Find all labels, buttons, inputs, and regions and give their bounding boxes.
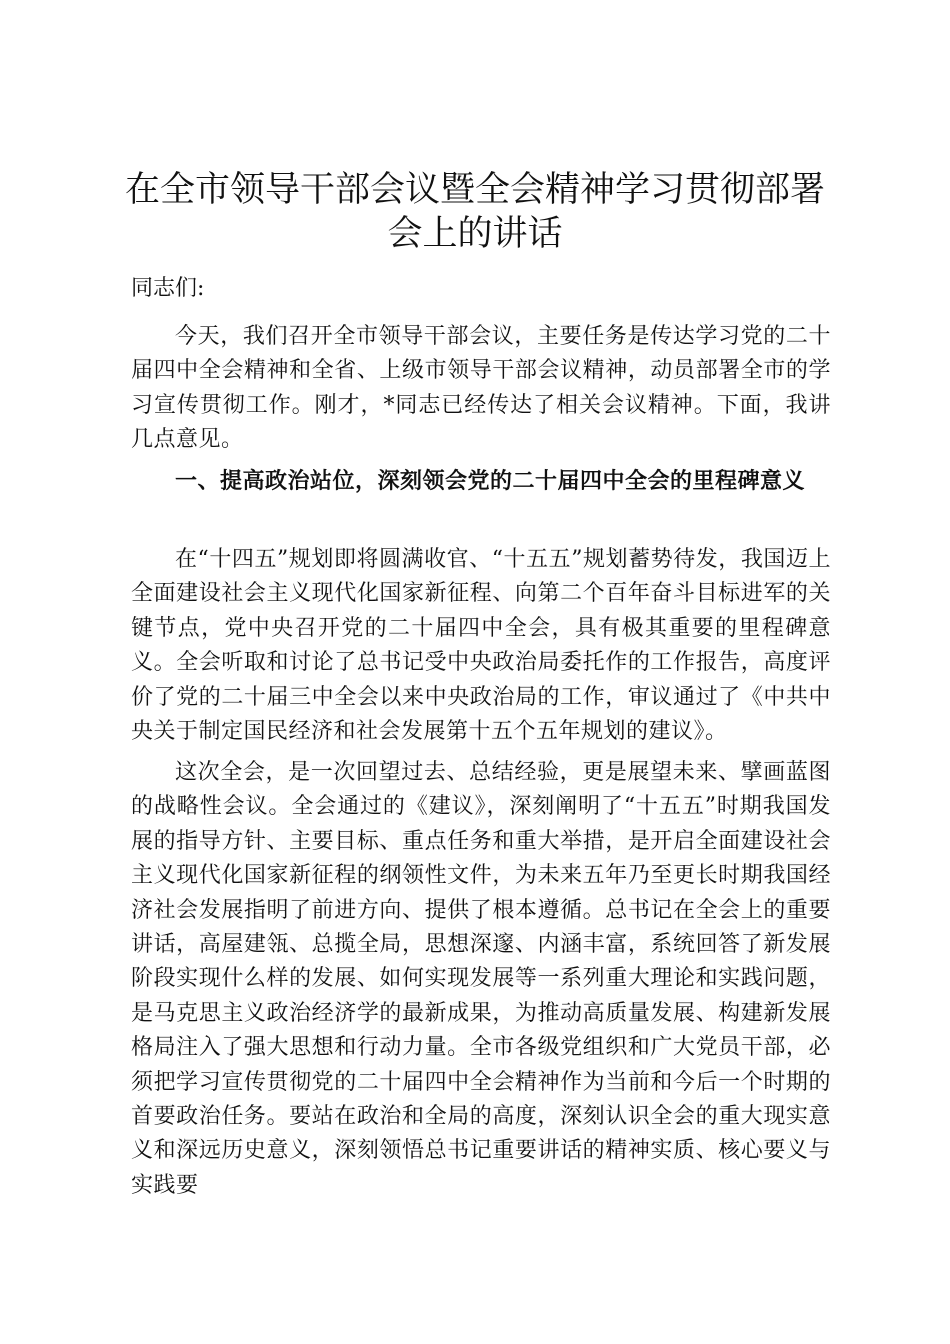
document-title: 在全市领导干部会议暨全会精神学习贯彻部署会上的讲话: [124, 170, 825, 254]
paragraph-intro: 今天，我们召开全市领导干部会议，主要任务是传达学习党的二十届四中全会精神和全省、上级市领导干部会议精神，动员部署全市的学习宣传贯彻工作。刚才，*同志已经传达了相关会议精神。下面，我讲几点意见。: [131, 324, 831, 453]
paragraph-strategic: 这次全会，是一次回望过去、总结经验，更是展望未来、擘画蓝图的战略性会议。全会通过的《建议》，深刻阐明了“十五五”时期我国发展的指导方针、主要目标、重点任务和重大举措，是开启全面建设社会主义现代化国家新征程的纲领性文件，为未来五年乃至更长时期我国经济社会发展指明了前进方向、提供了根本遵循。总书记在全会上的重要讲话，高屋建瓴、总揽全局，思想深邃、内涵丰富，系统回答了新发展阶段实现什么样的发展、如何实现发展等一系列重大理论和实践问题，是马克思主义政治经济学的最新成果，为推动高质量发展、构建新发展格局注入了强大思想和行动力量。全市各级党组织和广大党员干部，必须把学习宣传贯彻党的二十届四中全会精神作为当前和今后一个时期的首要政治任务。要站在政治和全局的高度，深刻认识全会的重大现实意义和深远历史意义，深刻领悟总书记重要讲话的精神实质、核心要义与实践要: [131, 760, 831, 1198]
section-heading-1: 一、提高政治站位，深刻领会党的二十届四中全会的里程碑意义: [175, 469, 806, 494]
paragraph-milestone: 在“十四五”规划即将圆满收官、“十五五”规划蓄势待发，我国迈上全面建设社会主义现代化国家新征程、向第二个百年奋斗目标进军的关键节点，党中央召开党的二十届四中全会，具有极其重要的里程碑意义。全会听取和讨论了总书记受中央政治局委托作的工作报告，高度评价了党的二十届三中全会以来中央政治局的工作，审议通过了《中共中央关于制定国民经济和社会发展第十五个五年规划的建议》。: [131, 547, 831, 745]
salutation: 同志们:: [131, 276, 205, 301]
